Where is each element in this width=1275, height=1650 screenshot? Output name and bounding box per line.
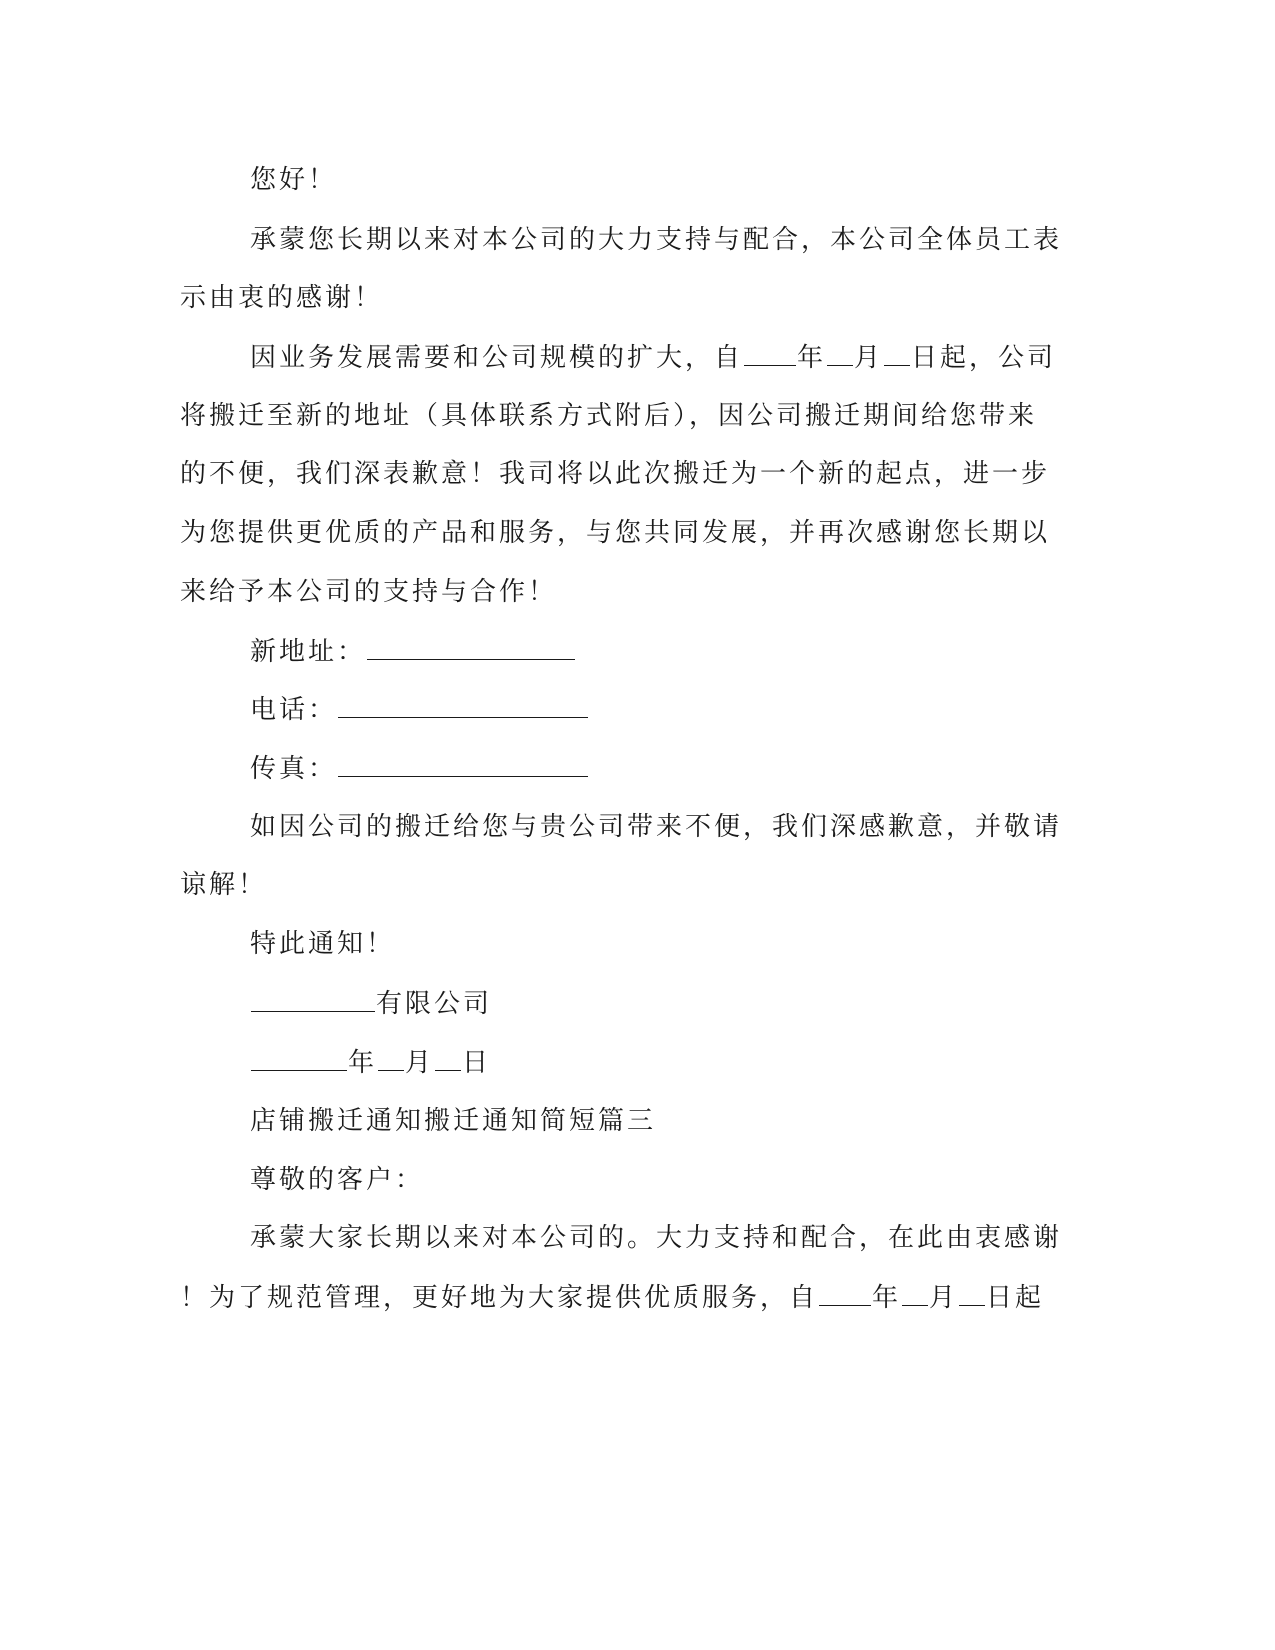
text: 将搬迁至新的地址（具体联系方式附后），因公司搬迁期间给您带来 bbox=[180, 401, 1038, 431]
text: 如因公司的搬迁给您与贵公司带来不便，我们深感歉意，并敬请 bbox=[250, 812, 1063, 842]
paragraph-thanks-line-2 bbox=[180, 278, 383, 318]
text: 因业务发展需要和公司规模的扩大，自 bbox=[250, 343, 744, 373]
date-year-blank[interactable] bbox=[251, 1042, 347, 1071]
phone-row bbox=[250, 689, 589, 729]
notice-line bbox=[250, 924, 395, 964]
address-blank[interactable] bbox=[367, 631, 575, 660]
text: 年 bbox=[797, 343, 827, 373]
text: 特此通知！ bbox=[250, 929, 396, 959]
new-address-row bbox=[250, 631, 576, 671]
date-row bbox=[250, 1042, 491, 1082]
paragraph-relocation-line-2 bbox=[180, 396, 1037, 436]
phone-blank[interactable] bbox=[338, 689, 588, 718]
text: 谅解！ bbox=[180, 870, 268, 900]
date-month-blank[interactable] bbox=[378, 1042, 404, 1071]
text: 月 bbox=[854, 343, 884, 373]
text: 承蒙您长期以来对本公司的大力支持与配合，本公司全体员工表 bbox=[250, 225, 1063, 255]
text: 月 bbox=[405, 1048, 435, 1078]
text: 月 bbox=[929, 1283, 959, 1313]
fax-label: 传真： bbox=[250, 754, 338, 784]
paragraph-relocation-line-3 bbox=[180, 454, 1050, 494]
section3-line-2 bbox=[180, 1277, 1044, 1317]
date-day-blank[interactable] bbox=[435, 1042, 461, 1071]
year-blank[interactable] bbox=[744, 337, 796, 366]
address-label: 新地址： bbox=[250, 637, 367, 667]
text: 日起，公司 bbox=[911, 343, 1057, 373]
text: ！为了规范管理，更好地为大家提供优质服务，自 bbox=[180, 1283, 819, 1313]
company-name-blank[interactable] bbox=[251, 983, 375, 1012]
month-blank[interactable] bbox=[827, 337, 853, 366]
greeting-text: 您好！ bbox=[250, 165, 338, 195]
text: 年 bbox=[348, 1048, 378, 1078]
paragraph-thanks-line-1 bbox=[250, 220, 1062, 260]
day-blank[interactable] bbox=[959, 1277, 985, 1306]
text: 日 bbox=[462, 1048, 492, 1078]
text: 日起 bbox=[986, 1283, 1045, 1313]
year-blank[interactable] bbox=[819, 1277, 871, 1306]
section-title bbox=[250, 1101, 656, 1141]
greeting bbox=[250, 160, 337, 200]
salutation bbox=[250, 1160, 424, 1200]
paragraph-relocation-line-5 bbox=[180, 572, 557, 612]
apology-line-2 bbox=[180, 865, 267, 905]
text: 店铺搬迁通知搬迁通知简短篇三 bbox=[250, 1106, 657, 1136]
company-suffix: 有限公司 bbox=[376, 989, 493, 1019]
paragraph-relocation-line-4 bbox=[180, 513, 1050, 553]
paragraph-relocation-line-1 bbox=[250, 337, 1056, 377]
fax-row bbox=[250, 748, 589, 788]
month-blank[interactable] bbox=[902, 1277, 928, 1306]
text: 的不便，我们深表歉意！我司将以此次搬迁为一个新的起点，进一步 bbox=[180, 459, 1051, 489]
apology-line-1 bbox=[250, 807, 1062, 847]
phone-label: 电话： bbox=[250, 695, 338, 725]
text: 来给予本公司的支持与合作！ bbox=[180, 577, 558, 607]
text: 为您提供更优质的产品和服务，与您共同发展，并再次感谢您长期以 bbox=[180, 518, 1051, 548]
fax-blank[interactable] bbox=[338, 748, 588, 777]
section3-line-1 bbox=[250, 1218, 1062, 1258]
text: 示由衷的感谢！ bbox=[180, 283, 384, 313]
text: 年 bbox=[872, 1283, 902, 1313]
text: 承蒙大家长期以来对本公司的。大力支持和配合，在此由衷感谢 bbox=[250, 1223, 1063, 1253]
text: 尊敬的客户： bbox=[250, 1165, 425, 1195]
company-signature-row bbox=[250, 983, 492, 1023]
day-blank[interactable] bbox=[884, 337, 910, 366]
